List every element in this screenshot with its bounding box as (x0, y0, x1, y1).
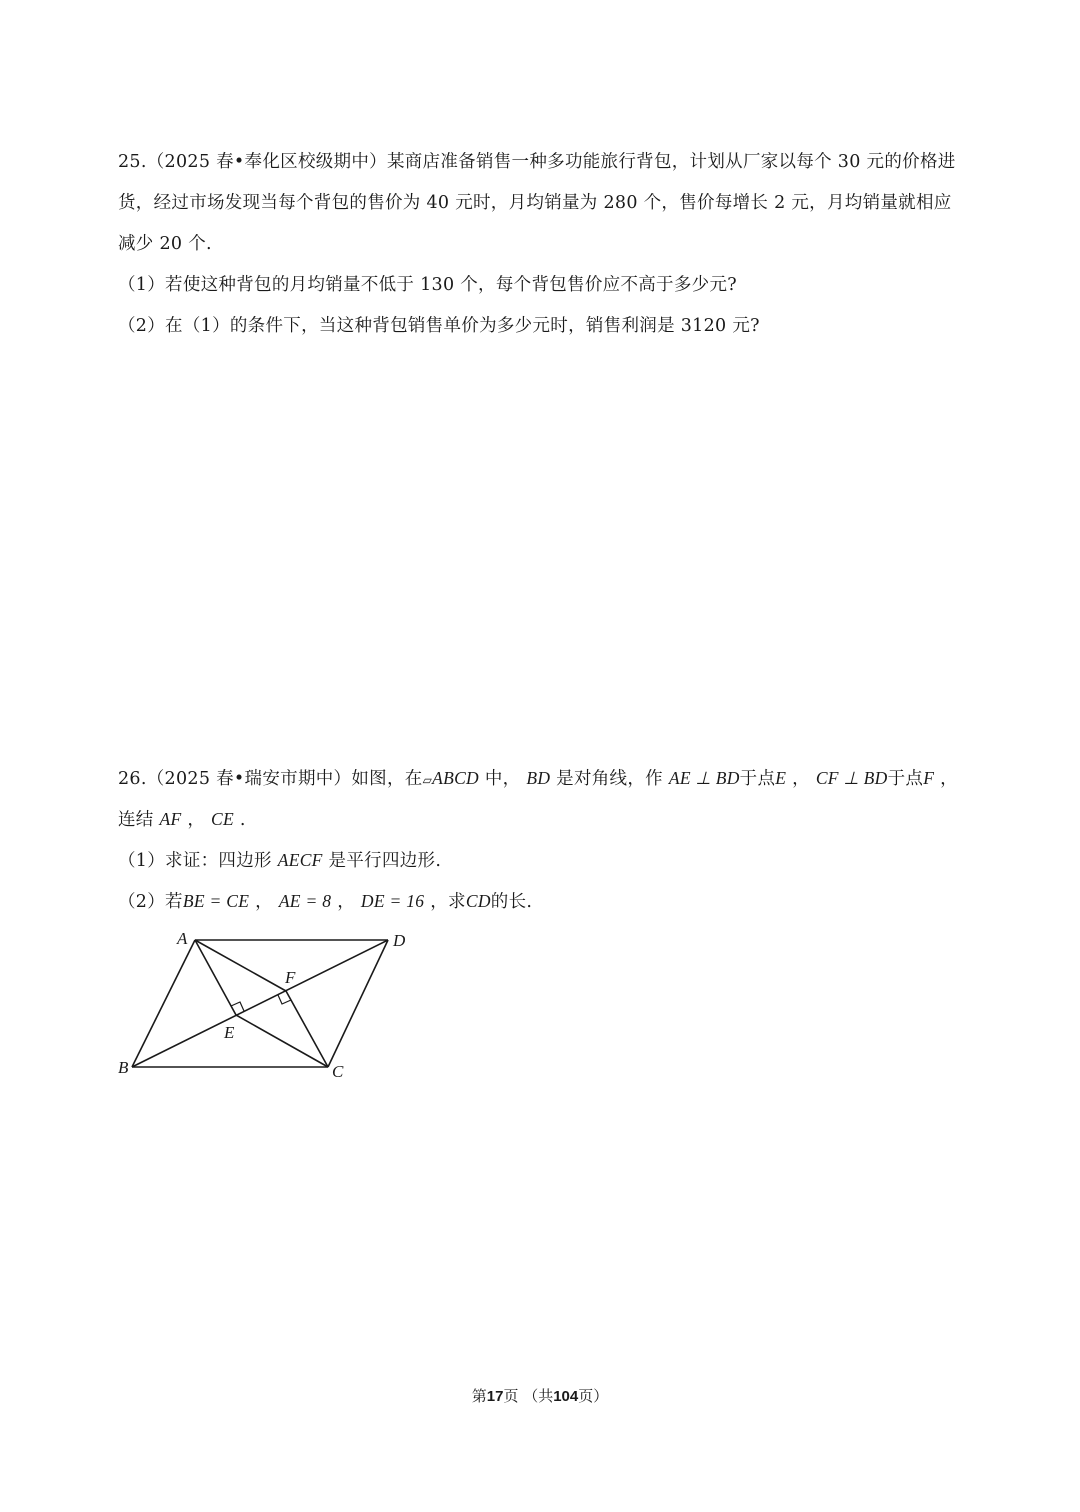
q26-part2-prefix: （2）若 (118, 892, 183, 912)
q25-line-1: 25.（2025 春•奉化区校级期中）某商店准备销售一种多功能旅行背包，计划从厂家以每个 30 元的价格进 (118, 152, 956, 172)
footer-page-number: 17 (486, 1388, 504, 1405)
q26-is-diagonal: 是对角线，作 (556, 769, 663, 789)
q26-c2: ， (337, 892, 355, 912)
q26-intro-prefix: 26.（2025 春•瑞安市期中）如图，在 (118, 769, 423, 789)
q26-intro (118, 766, 958, 792)
label-b: B (118, 1058, 129, 1077)
q25-part-2: （2）在（1）的条件下，当这种背包销售单价为多少元时，销售利润是 3120 元? (118, 316, 760, 336)
q26-ae-perp-bd: AE ⊥ BD (668, 768, 740, 788)
q26-part-2 (118, 889, 532, 914)
side-dc (328, 940, 388, 1067)
q26-part-1 (118, 848, 441, 873)
q26-comma-3: ， (187, 810, 206, 830)
q26-cf-perp-bd: CF ⊥ BD (815, 768, 888, 788)
q26-de-eq: DE = 16 (360, 891, 425, 911)
parallelogram-symbol: ▱ (422, 773, 433, 787)
q26-bd: BD (526, 768, 551, 788)
label-e: E (224, 1023, 235, 1042)
label-a: A (177, 929, 188, 948)
q25-line-2: 货，经过市场发现当每个背包的售价为 40 元时，月均销量为 280 个，售价每增长 2 元，月均销量就相应 (118, 193, 952, 213)
label-d: D (393, 931, 406, 950)
diagonal-bd (132, 940, 388, 1067)
q26-yu-dian-e: 于点 (739, 769, 776, 789)
q26-ce: CE (211, 809, 234, 829)
q26-line-2 (118, 807, 246, 832)
q26-part1-suffix: 是平行四边形. (328, 851, 442, 871)
q26-af: AF (159, 809, 182, 829)
label-c: C (332, 1062, 344, 1081)
q26-c3: ，求 (430, 892, 466, 912)
q26-connect: 连结 (118, 810, 154, 830)
q26-part2-suffix: 的长. (490, 892, 533, 912)
footer-mid: 页 （共 (503, 1387, 554, 1405)
q26-c1: ， (255, 892, 273, 912)
q26-part1-prefix: （1）求证：四边形 (118, 851, 272, 871)
q26-comma-2: ， (940, 769, 958, 789)
page-footer (0, 1385, 1080, 1406)
q26-be-eq-ce: BE = CE (182, 891, 250, 911)
q26-aecf: AECF (277, 850, 323, 870)
q26-ae-eq: AE = 8 (278, 891, 332, 911)
q25-line-3: 减少 20 个. (118, 234, 212, 254)
q26-abcd: ABCD (432, 768, 479, 788)
parallelogram-figure (110, 925, 420, 1085)
q26-period: . (239, 810, 246, 830)
side-ba (132, 940, 195, 1067)
q26-yu-dian-f: 于点 (887, 769, 924, 789)
q26-zhong: 中， (484, 769, 521, 789)
q26-comma-1: ， (792, 769, 810, 789)
q25-part-1: （1）若使这种背包的月均销量不低于 130 个，每个背包售价应不高于多少元? (118, 275, 737, 295)
footer-suffix: 页） (578, 1387, 609, 1405)
footer-prefix: 第 (471, 1387, 487, 1405)
q26-cd: CD (465, 891, 491, 911)
q26-point-f: F (923, 768, 935, 788)
q26-point-e: E (775, 768, 787, 788)
label-f: F (285, 968, 296, 987)
footer-total-pages: 104 (553, 1388, 579, 1405)
figure-svg (110, 925, 420, 1085)
